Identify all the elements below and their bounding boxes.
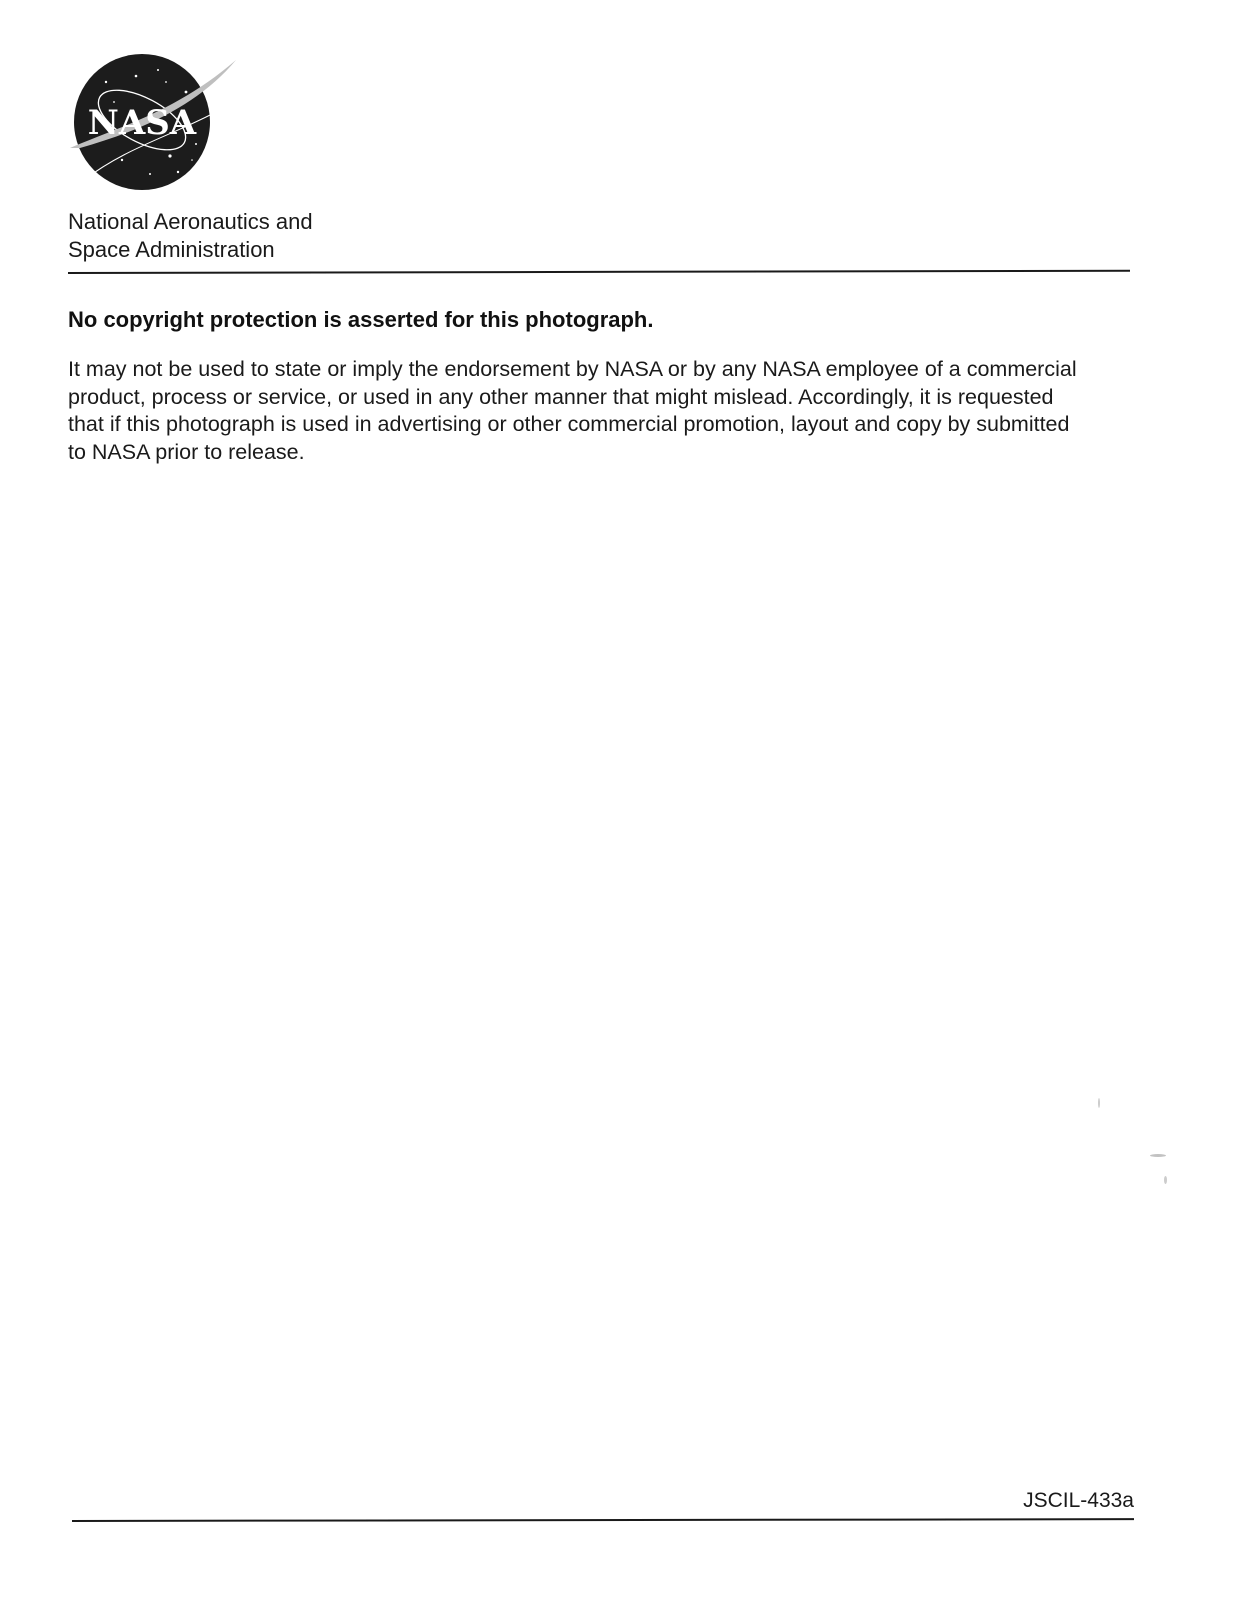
notice-body-line: product, process or service, or used in any other manner that might mislead. Accordingly, it is requested [68,384,1054,409]
agency-name-line-1: National Aeronautics and [68,209,313,234]
scan-speck [1098,1098,1100,1108]
footer-divider [72,1518,1134,1522]
notice-body-line: to NASA prior to release. [68,439,305,464]
scan-speck [1150,1154,1166,1157]
notice-body-line: that if this photograph is used in advertising or other commercial promotion, layout and copy by submitted [68,412,1070,436]
copyright-notice-body [68,356,1138,466]
header-divider [68,270,1130,274]
agency-name [68,208,313,264]
nasa-logo-icon [66,52,242,200]
form-number: JSCIL-433a [1023,1489,1134,1512]
agency-name-line-2: Space Administration [68,237,275,262]
notice-body-line: It may not be used to state or imply the endorsement by NASA or by any NASA employee of a commercial [68,357,1077,381]
nasa-logo-wordmark: NASA [87,103,197,143]
copyright-notice-heading: No copyright protection is asserted for this photograph. [68,307,654,332]
scan-speck [1164,1176,1167,1184]
